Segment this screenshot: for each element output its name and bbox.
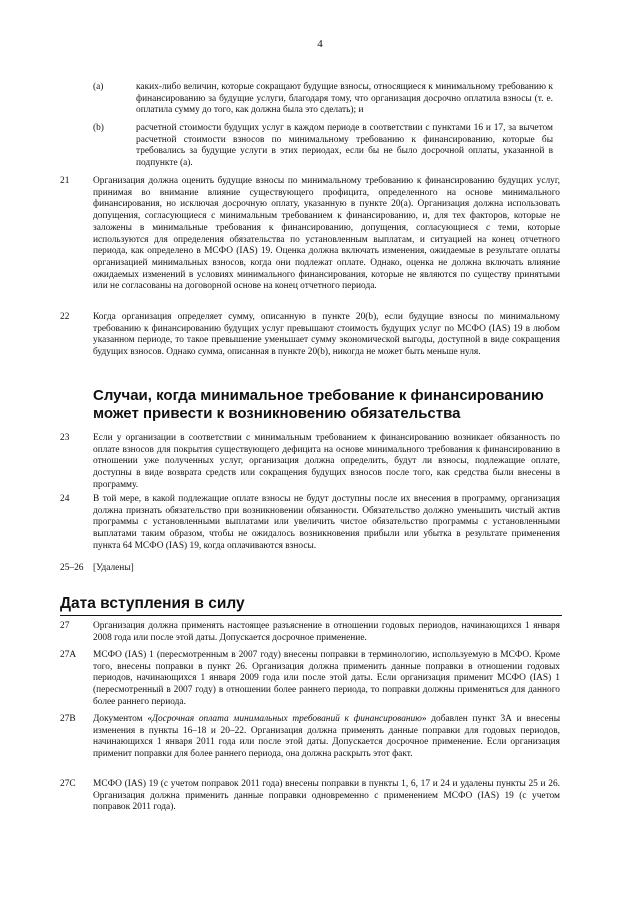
text-run: Документом « [93, 714, 153, 724]
paragraph-27b [60, 714, 560, 761]
paragraph-number: 24 [60, 494, 70, 504]
section-heading-liability: Случаи, когда минимальное требование к финансированию может привести к возникновению обязательства [93, 387, 544, 422]
document-title: Досрочная оплата минимальных требований к финансированию [152, 714, 422, 724]
paragraph-text: [Удалены] [93, 563, 134, 573]
paragraph-number: 27A [60, 650, 77, 660]
paragraph-number: 27B [60, 714, 76, 724]
section-heading-effective-date: Дата вступления в силу [60, 595, 245, 612]
paragraph-21 [60, 176, 560, 293]
page-number: 4 [317, 38, 323, 50]
sub-item-label: (b) [93, 123, 104, 133]
paragraph-number: 25–26 [60, 563, 84, 573]
paragraph-text: Если у организации в соответствии с минимальным требованием к финансированию возникает обязанность по оплате взносов для покрытия существующего дефицита на основе минимального требования к финансированию в отношении уже полученных услуг, организация должна определить, будут ли взносы, подлежащие оплате, доступны в виде возврата средств или сокращения будущих взносов после того, как средства были внесены в программу. [93, 433, 560, 490]
paragraph-number: 27 [60, 621, 70, 631]
paragraph-number: 22 [60, 312, 70, 322]
paragraph-text: Когда организация определяет сумму, описанную в пункте 20(b), если будущие взносы по минимальному требованию к финансированию будущих услуг превышают стоимость будущих услуг по МСФО (IAS) 19 в любом указанном периоде, то такое превышение уменьшает сумму экономической выгоды, доступной в виде сокращения будущих взносов. Однако сумма, описанная в пункте 20(b), никогда не может быть меньше нуля. [93, 312, 560, 358]
paragraph-27a [60, 650, 560, 709]
paragraph-27 [60, 621, 560, 644]
paragraph-24 [60, 494, 560, 553]
paragraph-number: 23 [60, 433, 70, 443]
heading-rule [60, 615, 562, 616]
sub-item-a [93, 82, 553, 117]
paragraph-text: Организация должна применять настоящее разъяснение в отношении годовых периодов, начинающихся 1 января 2008 года или после этой даты. Допускается досрочное применение. [93, 621, 560, 643]
paragraph-23 [60, 433, 560, 492]
paragraph-text [93, 714, 560, 761]
sub-item-text: каких-либо величин, которые сокращают будущие взносы, относящиеся к минимальному требованию к финансированию за будущие услуги, благодаря тому, что организация досрочно оплатила взносы (т. е. оплатила сумму до того, как должна была это сделать); и [136, 82, 553, 116]
sub-item-label: (a) [93, 82, 104, 92]
paragraph-text: МСФО (IAS) 19 (с учетом поправок 2011 года) внесены поправки в пункты 1, 6, 17 и 24 и удалены пункты 25 и 26. Организация должна применить данные поправки одновременно с применением МСФО (IAS) 19 (с учетом поправок 2011 года). [93, 779, 560, 813]
sub-item-text: расчетной стоимости будущих услуг в каждом периоде в соответствии с пунктами 16 и 17, за вычетом расчетной стоимости взносов по минимальному требованию к финансированию, которые бы требовались за будущие услуги в этих периодах, если бы не было досрочной оплаты, указанной в подпункте (а). [136, 123, 553, 169]
paragraph-25-26 [60, 563, 560, 575]
paragraph-text: МСФО (IAS) 1 (пересмотренным в 2007 году) внесены поправки в терминологию, используемую в МСФО. Кроме того, внесены поправки в пункт 26. Организация должна применить данные поправки в отношении годовых периодов, начинающихся 1 января 2009 года или после этой даты. Если организация применит МСФО (IAS) 1 (пересмотренный в 2007 году) в отношении более раннего периода, то поправки должны применяться для данного более раннего периода. [93, 650, 560, 707]
paragraph-number: 21 [60, 176, 70, 186]
paragraph-22 [60, 312, 560, 359]
paragraph-number: 27C [60, 779, 76, 789]
sub-item-b [93, 123, 553, 170]
text-run: » добавлен пункт 3А и внесены изменения в пункты 16–18 и 20–22. Организация должна применять данные поправки для годовых периодов, начинающихся 1 января 2011 года или после этой даты. Допускается досрочное применение. Если организация применит поправки для более раннего периода, она должна раскрыть этот факт. [93, 714, 560, 760]
paragraph-text: В той мере, в какой подлежащие оплате взносы не будут доступны после их внесения в программу, организация должна признать обязательство при возникновении обязанности. Обязательство должно уменьшить чистый актив программы с установленными выплатами или увеличить чистое обязательство программы с установленными выплатами таким образом, чтобы не ожидалось возникновения прибыли или убытка в результате применения пункта 64 МСФО (IAS) 19, когда оплачиваются взносы. [93, 494, 560, 551]
paragraph-text: Организация должна оценить будущие взносы по минимальному требованию к финансированию будущих услуг, принимая во внимание влияние существующего профицита, определенного на основе минимального финансирования, но исключая досрочную оплату, указанную в пункте 20(а). Организация должна использовать допущения, согласующиеся с минимальным требованием к финансированию, и, для тех факторов, которые не заложены в минимальные требования к финансированию, допущения, согласующиеся с теми, которые используются для определения обязательства по установленным выплатам, и ситуацией на конец отчетного периода, как определено в МСФО (IAS) 19. Оценка должна включать изменения, ожидаемые в результате оплаты организацией минимальных взносов, когда они подлежат оплате. Однако, оценка не должна включать влияние ожидаемых изменений в условиях минимального финансирования, которые не являются по существу принятыми или не согласованы на договорной основе на конец отчетного периода. [93, 176, 560, 292]
paragraph-27c [60, 779, 560, 814]
